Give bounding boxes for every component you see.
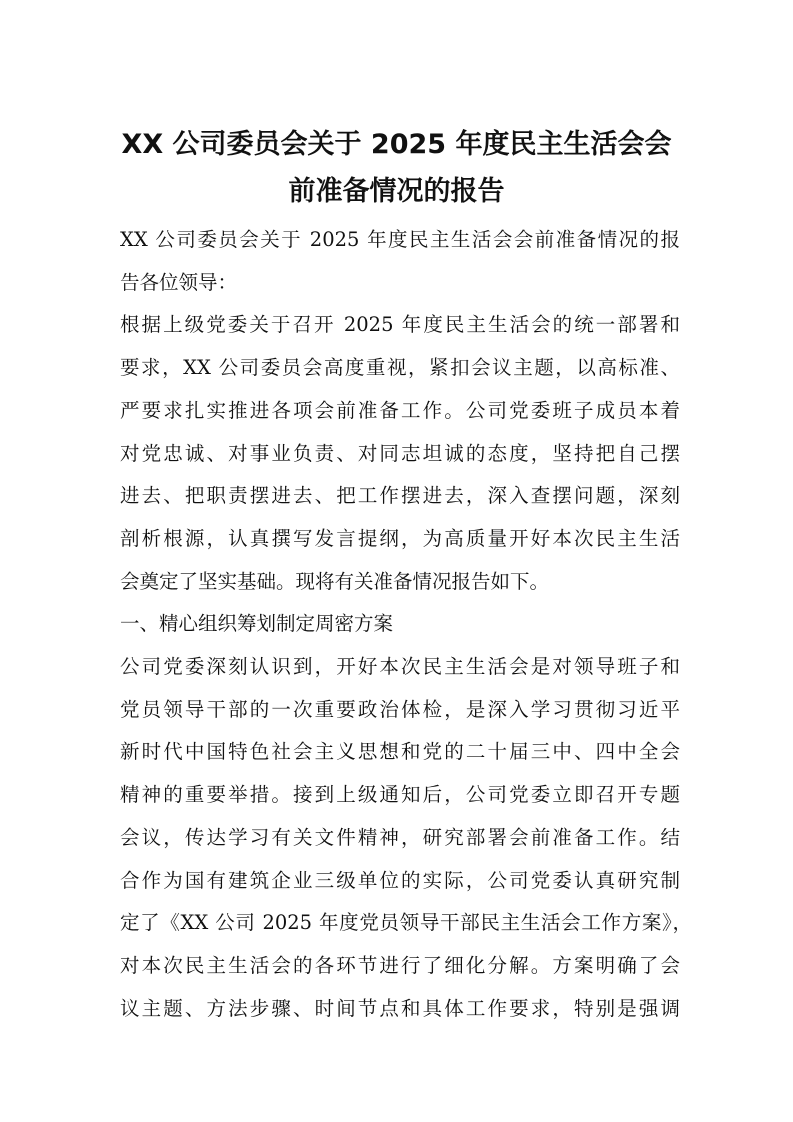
body-text-line: 精神的重要举措。接到上级通知后，公司党委立即召开专题	[120, 783, 680, 807]
body-text-line: 对党忠诚、对事业负责、对同志坦诚的态度，坚持把自己摆	[120, 441, 680, 465]
section-heading: 一、精心组织筹划制定周密方案	[120, 612, 394, 636]
body-text-line: 议主题、方法步骤、时间节点和具体工作要求，特别是强调	[120, 996, 680, 1020]
body-text-line: 定了《XX 公司 2025 年度党员领导干部民主生活会工作方案》，	[120, 911, 692, 935]
body-text-line: 对本次民主生活会的各环节进行了细化分解。方案明确了会	[120, 953, 680, 977]
body-text-line: 会奠定了坚实基础。现将有关准备情况报告如下。	[120, 569, 550, 593]
body-text-line: 根据上级党委关于召开 2025 年度民主生活会的统一部署和	[120, 313, 680, 337]
body-text-line: 党员领导干部的一次重要政治体检，是深入学习贯彻习近平	[120, 697, 680, 721]
body-text-line: 公司党委深刻认识到，开好本次民主生活会是对领导班子和	[120, 655, 680, 678]
body-text-line: 要求，XX 公司委员会高度重视，紧扣会议主题，以高标准、	[120, 356, 680, 380]
body-text-line: 进去、把职责摆进去、把工作摆进去，深入查摆问题，深刻	[120, 484, 680, 508]
body-text-line: 剖析根源，认真撰写发言提纲，为高质量开好本次民主生活	[120, 526, 680, 550]
body-text-line: 严要求扎实推进各项会前准备工作。公司党委班子成员本着	[120, 398, 680, 422]
body-text-line: 新时代中国特色社会主义思想和党的二十届三中、四中全会	[120, 740, 680, 764]
body-text-line: 会议，传达学习有关文件精神，研究部署会前准备工作。结	[120, 825, 680, 849]
body-text-line: 合作为国有建筑企业三级单位的实际，公司党委认真研究制	[120, 868, 680, 892]
document-title-line-1: XX 公司委员会关于 2025 年度民主生活会会	[121, 129, 672, 160]
body-text-line: 告各位领导：	[120, 270, 238, 294]
document-title-line-2: 前准备情况的报告	[288, 176, 505, 207]
body-text-line: XX 公司委员会关于 2025 年度民主生活会会前准备情况的报	[120, 228, 680, 251]
